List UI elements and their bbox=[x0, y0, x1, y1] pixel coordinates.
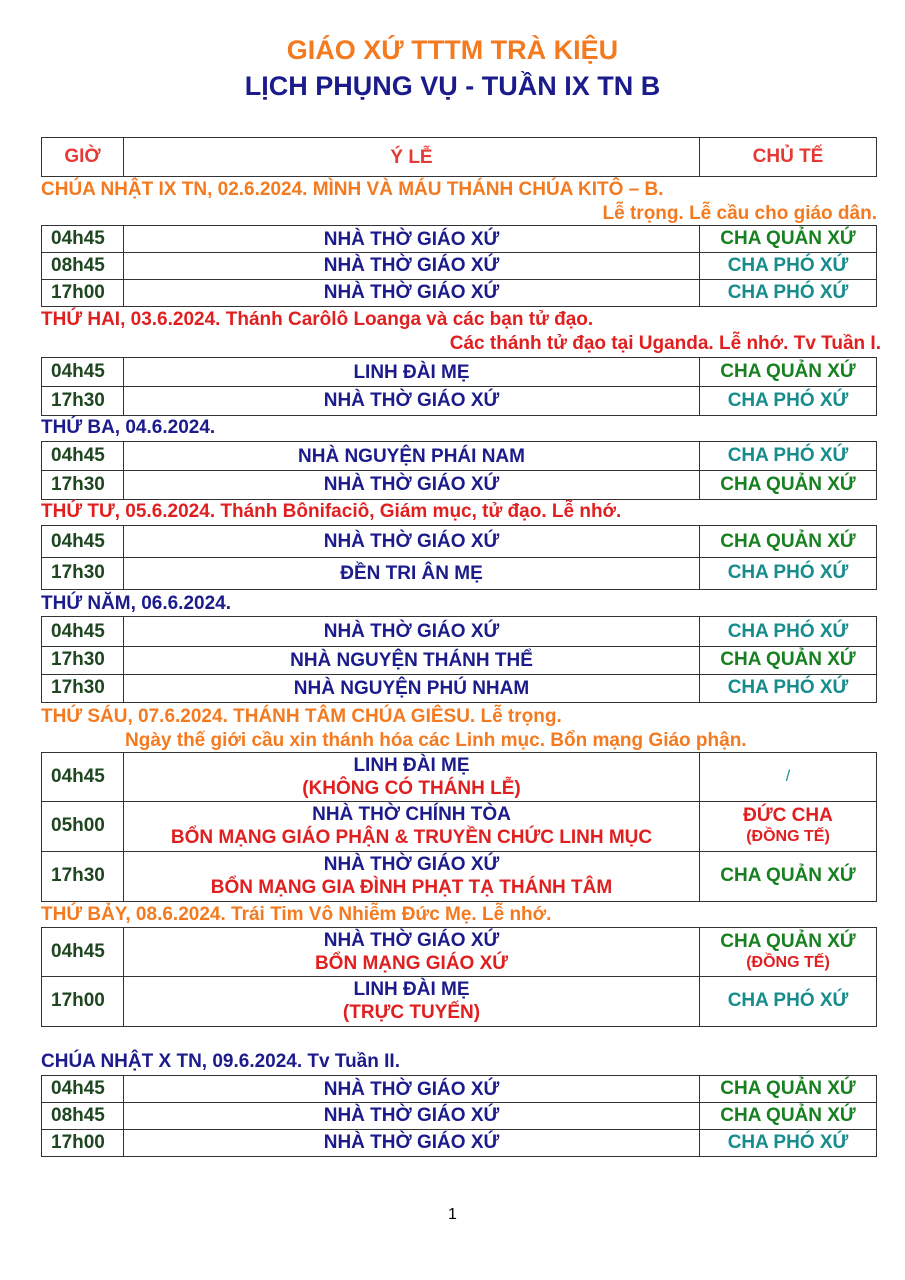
place-name: LINH ĐÀI MẸ bbox=[353, 755, 470, 776]
celebrant-name: ĐỨC CHA bbox=[743, 805, 833, 826]
place-cell: NHÀ THỜ GIÁO XỨ bbox=[124, 1076, 700, 1102]
celebrant-cell: CHA PHÓ XỨ bbox=[727, 677, 849, 698]
place-cell bbox=[124, 801, 700, 851]
table-row bbox=[41, 976, 877, 1027]
celebrant-cell: CHA PHÓ XỨ bbox=[727, 620, 849, 642]
table-row bbox=[41, 1075, 877, 1103]
time-cell: 04h45 bbox=[42, 226, 124, 252]
day-heading: CHÚA NHẬT IX TN, 02.6.2024. MÌNH VÀ MÁU THÁNH CHÚA KITÔ – B. bbox=[41, 179, 664, 200]
column-time: GIỜ bbox=[42, 138, 124, 176]
place-cell: NHÀ NGUYỆN THÁNH THỂ bbox=[124, 646, 700, 674]
table-row bbox=[41, 801, 877, 852]
celebrant-cell bbox=[700, 928, 876, 976]
time-cell: 04h45 bbox=[42, 526, 124, 557]
celebrant-cell: CHA QUẢN XỨ bbox=[720, 1104, 856, 1126]
place-cell bbox=[124, 851, 700, 901]
time-cell: 04h45 bbox=[42, 358, 124, 386]
time-cell: 08h45 bbox=[42, 252, 124, 279]
place-cell: NHÀ THỜ GIÁO XỨ bbox=[124, 526, 700, 557]
mass-note: BỔN MẠNG GIA ĐÌNH PHẠT TẠ THÁNH TÂM bbox=[210, 877, 613, 898]
day-heading: THỨ BA, 04.6.2024. bbox=[41, 417, 216, 438]
celebrant-cell: CHA PHÓ XỨ bbox=[727, 281, 849, 303]
celebrant-cell: CHA PHÓ XỨ bbox=[727, 990, 849, 1011]
place-cell: NHÀ THỜ GIÁO XỨ bbox=[124, 1129, 700, 1156]
celebrant-cell: CHA PHÓ XỨ bbox=[727, 389, 849, 411]
time-cell: 04h45 bbox=[42, 617, 124, 646]
time-cell: 17h30 bbox=[42, 646, 124, 674]
time-cell: 17h30 bbox=[42, 386, 124, 415]
celebrant-cell: CHA PHÓ XỨ bbox=[727, 445, 849, 466]
table-row bbox=[41, 525, 877, 558]
table-row bbox=[41, 1102, 877, 1130]
time-cell: 17h30 bbox=[42, 674, 124, 702]
table-row bbox=[41, 752, 877, 802]
place-name: LINH ĐÀI MẸ bbox=[353, 979, 470, 1000]
table-row bbox=[41, 470, 877, 500]
place-cell: NHÀ THỜ GIÁO XỨ bbox=[124, 1102, 700, 1129]
celebrant-cell: CHA QUẢN XỨ bbox=[720, 865, 856, 886]
time-cell: 17h30 bbox=[42, 851, 124, 901]
place-cell: LINH ĐÀI MẸ bbox=[124, 358, 700, 386]
table-row bbox=[41, 1129, 877, 1157]
day-heading: THỨ HAI, 03.6.2024. Thánh Carôlô Loanga và các bạn tử đạo. bbox=[41, 309, 594, 330]
time-cell: 08h45 bbox=[42, 1102, 124, 1129]
celebrant-cell: CHA QUẢN XỨ bbox=[720, 530, 856, 552]
place-cell: ĐỀN TRI ÂN MẸ bbox=[124, 557, 700, 589]
time-cell: 17h30 bbox=[42, 470, 124, 499]
table-row bbox=[41, 441, 877, 471]
celebrant-note: (ĐỒNG TẾ) bbox=[746, 954, 830, 971]
table-row bbox=[41, 386, 877, 416]
table-row bbox=[41, 927, 877, 977]
table-row bbox=[41, 557, 877, 590]
place-name: NHÀ THỜ GIÁO XỨ bbox=[323, 930, 500, 951]
celebrant-name: CHA QUẢN XỨ bbox=[720, 931, 856, 952]
time-cell: 04h45 bbox=[42, 928, 124, 976]
place-cell bbox=[124, 928, 700, 976]
table-row bbox=[41, 616, 877, 647]
table-row bbox=[41, 279, 877, 307]
table-row bbox=[41, 357, 877, 387]
parish-title: GIÁO XỨ TTTM TRÀ KIỆU bbox=[286, 35, 619, 65]
day-heading: THỨ SÁU, 07.6.2024. THÁNH TÂM CHÚA GIÊSU. Lễ trọng. bbox=[41, 706, 562, 727]
table-row bbox=[41, 252, 877, 280]
day-heading-line2: Các thánh tử đạo tại Uganda. Lễ nhớ. Tv Tuần I. bbox=[449, 333, 881, 354]
table-row bbox=[41, 646, 877, 675]
celebrant-cell: CHA QUẢN XỨ bbox=[720, 649, 856, 670]
place-cell: NHÀ THỜ GIÁO XỨ bbox=[124, 386, 700, 415]
day-heading: THỨ TƯ, 05.6.2024. Thánh Bônifaciô, Giám mục, tử đạo. Lễ nhớ. bbox=[41, 501, 622, 522]
day-heading-line2: Ngày thế giới cầu xin thánh hóa các Linh mục. Bổn mạng Giáo phận. bbox=[125, 730, 747, 751]
table-row bbox=[41, 674, 877, 703]
place-name: NHÀ THỜ GIÁO XỨ bbox=[323, 854, 500, 875]
time-cell: 05h00 bbox=[42, 801, 124, 851]
celebrant-cell: CHA QUẢN XỨ bbox=[720, 228, 856, 249]
schedule-title: LỊCH PHỤNG VỤ - TUẦN IX TN B bbox=[244, 71, 661, 101]
celebrant-cell: CHA QUẢN XỨ bbox=[720, 1078, 856, 1099]
mass-note: (KHÔNG CÓ THÁNH LỄ) bbox=[302, 778, 521, 799]
celebrant-cell: CHA PHÓ XỨ bbox=[727, 254, 849, 276]
day-heading-line2: Lễ trọng. Lễ cầu cho giáo dân. bbox=[602, 203, 877, 224]
table-row bbox=[41, 225, 877, 253]
place-name: NHÀ THỜ CHÍNH TÒA bbox=[312, 804, 511, 825]
place-cell: NHÀ THỜ GIÁO XỨ bbox=[124, 226, 700, 252]
time-cell: 17h00 bbox=[42, 976, 124, 1026]
celebrant-cell: CHA QUẢN XỨ bbox=[720, 473, 856, 495]
time-cell: 17h00 bbox=[42, 279, 124, 306]
day-heading: CHÚA NHẬT X TN, 09.6.2024. Tv Tuần II. bbox=[41, 1051, 400, 1072]
mass-note: BỔN MẠNG GIÁO PHẬN & TRUYỀN CHỨC LINH MỤC bbox=[170, 827, 653, 848]
table-row bbox=[41, 851, 877, 902]
celebrant-note: (ĐỒNG TẾ) bbox=[746, 828, 830, 845]
place-cell: NHÀ THỜ GIÁO XỨ bbox=[124, 470, 700, 499]
celebrant-cell bbox=[700, 753, 876, 801]
place-cell: NHÀ NGUYỆN PHÚ NHAM bbox=[124, 674, 700, 702]
celebrant-cell: CHA PHÓ XỨ bbox=[727, 562, 849, 583]
page-number: 1 bbox=[448, 1206, 457, 1223]
table-header bbox=[41, 137, 877, 177]
column-intention: Ý LỄ bbox=[124, 138, 700, 176]
time-cell: 04h45 bbox=[42, 753, 124, 801]
time-cell: 04h45 bbox=[42, 1076, 124, 1102]
mass-note: (TRỰC TUYẾN) bbox=[342, 1002, 481, 1023]
place-cell: NHÀ THỜ GIÁO XỨ bbox=[124, 279, 700, 306]
place-cell: NHÀ THỜ GIÁO XỨ bbox=[124, 617, 700, 646]
place-cell bbox=[124, 753, 700, 801]
day-heading: THỨ NĂM, 06.6.2024. bbox=[41, 593, 231, 614]
time-cell: 04h45 bbox=[42, 442, 124, 470]
celebrant-cell bbox=[700, 801, 876, 851]
celebrant-name: / bbox=[785, 768, 791, 785]
place-cell bbox=[124, 976, 700, 1026]
day-heading: THỨ BẢY, 08.6.2024. Trái Tim Vô Nhiễm Đức Mẹ. Lễ nhớ. bbox=[41, 904, 552, 925]
time-cell: 17h00 bbox=[42, 1129, 124, 1156]
place-cell: NHÀ NGUYỆN PHÁI NAM bbox=[124, 442, 700, 470]
time-cell: 17h30 bbox=[42, 557, 124, 589]
place-cell: NHÀ THỜ GIÁO XỨ bbox=[124, 252, 700, 279]
celebrant-cell: CHA QUẢN XỨ bbox=[720, 361, 856, 382]
column-celebrant: CHỦ TẾ bbox=[752, 146, 824, 167]
celebrant-cell: CHA PHÓ XỨ bbox=[727, 1131, 849, 1153]
mass-note: BỔN MẠNG GIÁO XỨ bbox=[314, 953, 509, 974]
